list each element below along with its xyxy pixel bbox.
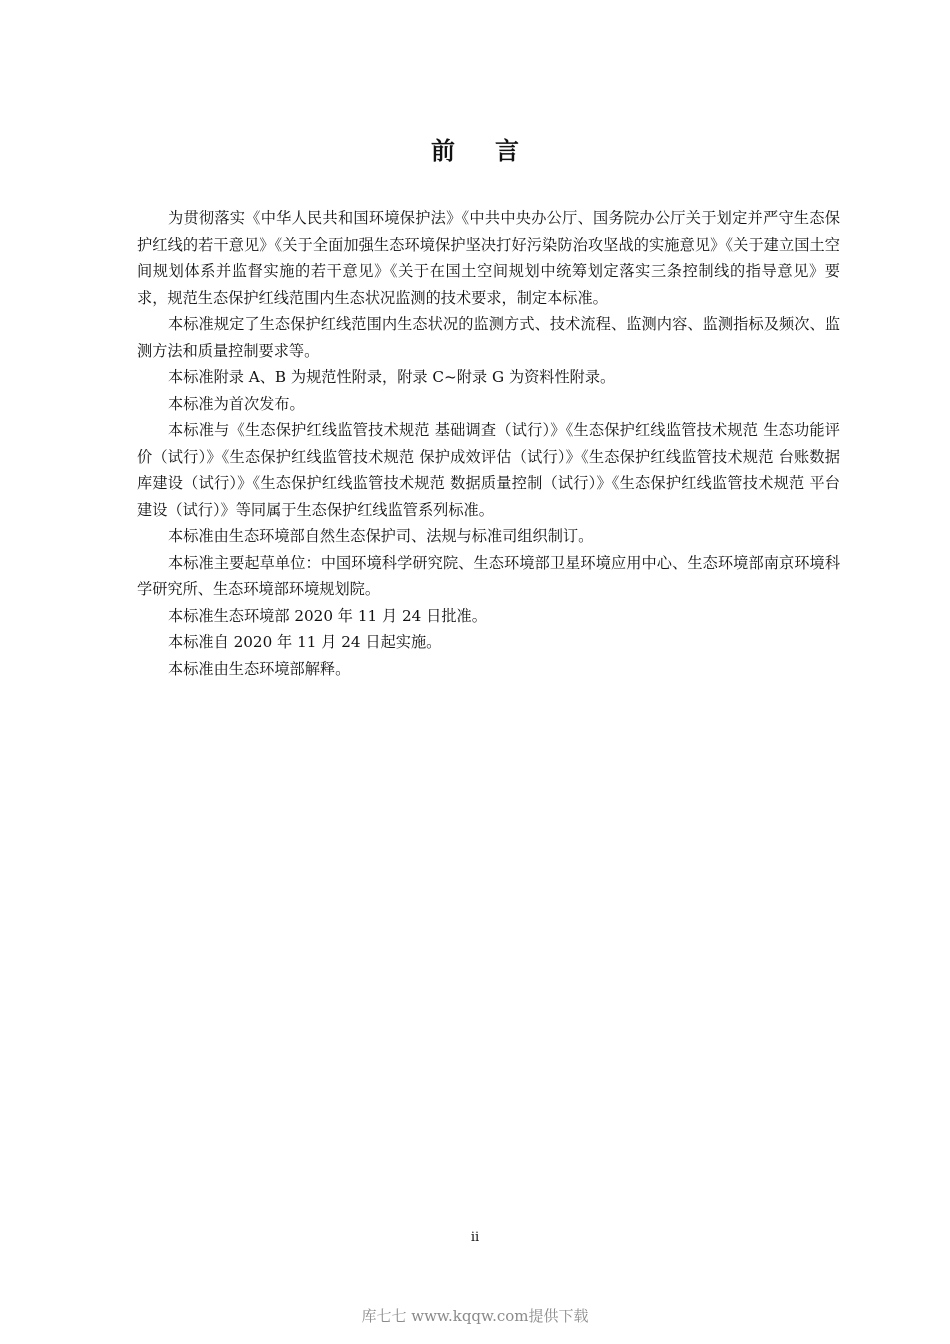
paragraph-approval: 本标准生态环境部 2020 年 11 月 24 日批准。 [168,606,487,625]
paragraph-appendix: 本标准附录 A、B 为规范性附录，附录 C~附录 G 为资料性附录。 [168,368,616,386]
paragraph-first-release: 本标准为首次发布。 [168,394,305,413]
paragraph-drafters: 本标准主要起草单位：中国环境科学研究院、生态环境部卫星环境应用中心、生态环境部南京环境科学研究所、生态环境部环境规划院。 [137,553,840,598]
foreword-body [137,205,840,682]
download-watermark: 库七七 www.kqqw.com提供下载 [361,1307,589,1325]
paragraph-interpretation: 本标准由生态环境部解释。 [168,659,351,678]
paragraph-purpose: 为贯彻落实《中华人民共和国环境保护法》《中共中央办公厅、国务院办公厅关于划定并严守生态保护红线的若干意见》《关于全面加强生态环境保护坚决打好污染防治攻坚战的实施意见》《关于建立国土空间规划体系并监督实施的若干意见》《关于在国土空间规划中统筹划定落实三条控制线的指导意见》要求，规范生态保护红线范围内生态状况监测的技术要求，制定本标准。 [137,209,840,307]
paragraph-organizer: 本标准由生态环境部自然生态保护司、法规与标准司组织制订。 [168,527,594,545]
page-number: ii [470,1230,480,1245]
page-title: 前言 [431,137,559,165]
paragraph-effective-date: 本标准自 2020 年 11 月 24 日起实施。 [168,633,442,651]
paragraph-scope: 本标准规定了生态保护红线范围内生态状况的监测方式、技术流程、监测内容、监测指标及频次、监测方法和质量控制要求等。 [137,315,840,360]
paragraph-series: 本标准与《生态保护红线监管技术规范 基础调查（试行）》《生态保护红线监管技术规范 生态功能评价（试行）》《生态保护红线监管技术规范 保护成效评估（试行）》《生态保护红线监管技术规范 台账数据库建设（试行）》《生态保护红线监管技术规范 数据质量控制（试行）》《生态保护红线监管技术规范 平台建设（试行）》等同属于生态保护红线监管系列标准。 [137,421,840,519]
